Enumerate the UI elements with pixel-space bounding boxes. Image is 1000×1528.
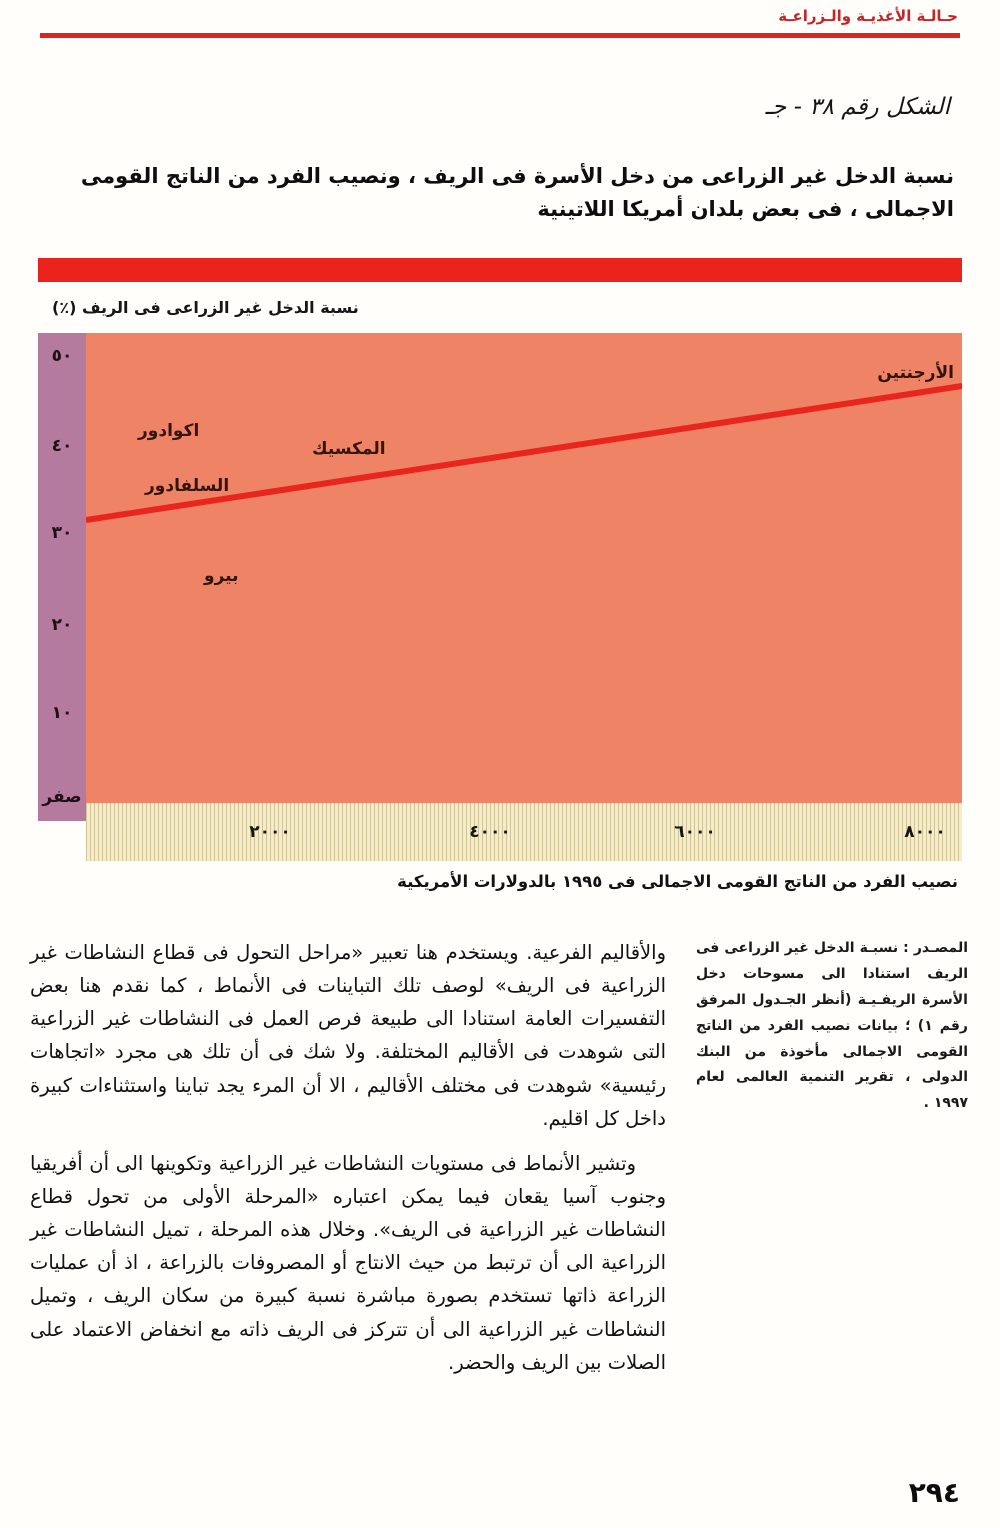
text-columns	[30, 936, 968, 1391]
y-tick-zero: صفر	[42, 787, 82, 807]
x-tick-4000: ٤٠٠٠	[469, 822, 511, 842]
y-tick-20: ٢٠	[51, 615, 73, 635]
y-tick-50: ٥٠	[51, 346, 73, 366]
running-header: حـالـة الأغذيـة والـزراعـة	[778, 7, 958, 25]
x-tick-8000: ٨٠٠٠	[904, 822, 946, 842]
body-paragraph-2: وتشير الأنماط فى مستويات النشاطات غير الزراعية وتكوينها الى أن أفريقيا وجنوب آسيا يقعان فيما يمكن اعتباره «المرحلة الأولى من تحول قطاع النشاطات غير الزراعية فى الريف». وخلال هذه المرحلة ، تميل النشاطات غير الزراعية الى أن ترتبط من حيث الانتاج أو المصروفات بالزراعة ، اذ أن عمليات الزراعة ذاتها تستخدم بصورة مباشرة نسبة كبيرة من سكان الريف ، وتميل النشاطات غير الزراعية الى أن تتركز فى الريف ذاته مع انخفاض الاعتماد على الصلات بين الريف والحضر.	[30, 1151, 666, 1374]
plot-area	[86, 333, 962, 803]
y-axis-strip	[38, 333, 86, 821]
figure-number: الشكل رقم ٣٨ - جـ	[765, 94, 950, 120]
country-label-ecuador: اكوادور	[138, 421, 200, 441]
country-label-mexico: المكسيك	[312, 439, 386, 459]
x-axis-band	[86, 803, 962, 861]
x-tick-2000: ٢٠٠٠	[249, 822, 291, 842]
y-tick-40: ٤٠	[51, 436, 73, 456]
x-axis-title: نصيب الفرد من الناتج القومى الاجمالى فى ١٩٩٥ بالدولارات الأمريكية	[397, 872, 958, 891]
x-tick-6000: ٦٠٠٠	[674, 822, 716, 842]
body-text	[30, 936, 666, 1391]
y-tick-10: ١٠	[51, 703, 73, 723]
y-tick-30: ٣٠	[51, 523, 73, 543]
chart-top-bar	[38, 258, 962, 282]
country-label-peru: بيرو	[204, 566, 239, 586]
y-axis-title: نسبة الدخل غير الزراعى فى الريف (٪)	[52, 298, 359, 317]
country-label-elsalvador: السلفادور	[145, 476, 230, 496]
body-paragraph-1: والأقاليم الفرعية. ويستخدم هنا تعبير «مراحل التحول فى قطاع النشاطات غير الزراعية فى الريف» لوصف تلك التباينات فى الأنماط ، كما نقدم هنا بعض التفسيرات العامة استنادا الى طبيعة فرص العمل فى النشاطات غير الزراعية التى شوهدت فى الأقاليم المختلفة. ولا شك فى أن تلك هى مجرد «اتجاهات رئيسية» شوهدت فى مختلف الأقاليم ، الا أن المرء يجد تباينا واستثناءات كبيرة داخل كل اقليم.	[30, 941, 666, 1130]
figure-title: نسبة الدخل غير الزراعى من دخل الأسرة فى الريف ، ونصيب الفرد من الناتج القومى الاجمالى ، فى بعض بلدان أمريكا اللاتينية	[80, 164, 954, 221]
page-number: ٢٩٤	[908, 1476, 960, 1509]
country-label-argentina: الأرجنتين	[877, 363, 954, 383]
scatter-chart	[38, 258, 962, 908]
header-rule	[40, 33, 960, 38]
source-note: المصـدر : نسبـة الدخل غير الزراعى فى الريف استنادا الى مسوحات دخل الأسرة الريفـيـة (أنظر الجـدول المرفق رقم ١) ؛ بيانات نصيب الفرد من الناتج القومى الاجمالى مأخوذة من البنك الدولى ، تقرير التنمية العالمى لعام ١٩٩٧ .	[696, 940, 968, 1112]
